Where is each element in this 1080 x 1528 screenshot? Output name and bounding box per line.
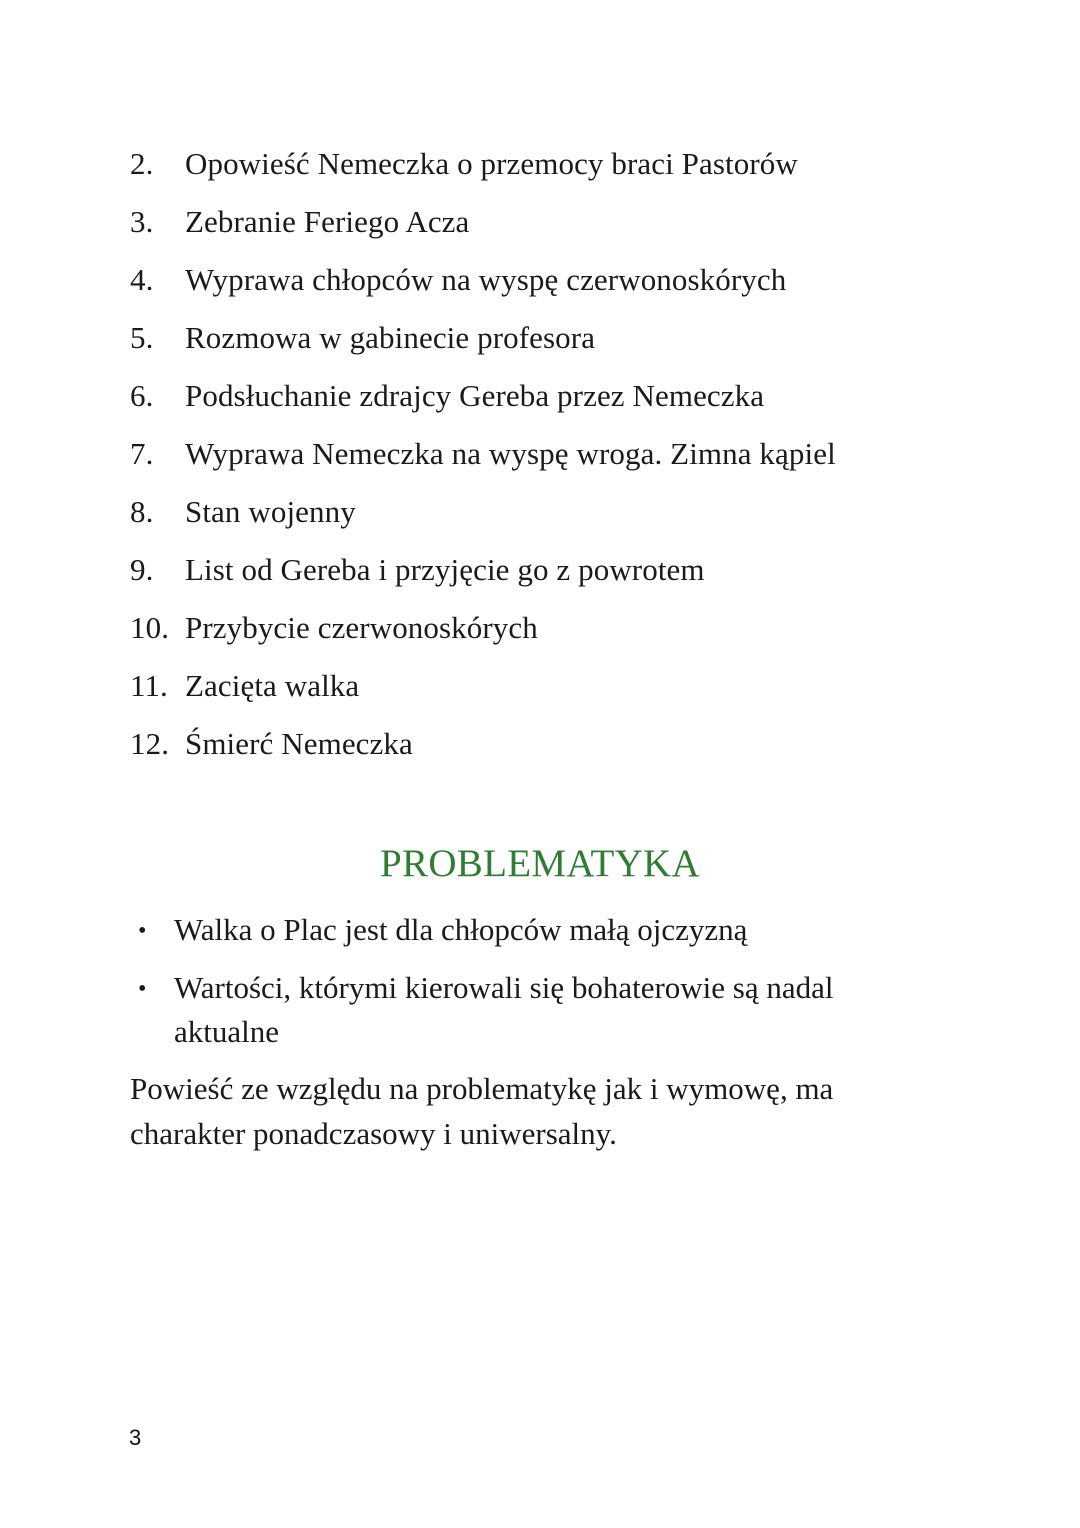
page-number: 3 bbox=[129, 1425, 142, 1450]
summary-paragraph: Powieść ze względu na problematykę jak i wymowę, ma charakter ponadczasowy i uniwersalny. bbox=[130, 1071, 834, 1151]
bullet-item bbox=[138, 966, 898, 1054]
plan-item-number: 3. bbox=[130, 204, 154, 239]
section-heading-problematyka: PROBLEMATYKA bbox=[380, 842, 700, 885]
bullet-icon: • bbox=[138, 918, 147, 944]
plan-item bbox=[130, 546, 836, 604]
plan-item-text: Zebranie Feriego Acza bbox=[185, 204, 470, 239]
plan-item-text: List od Gereba i przyjęcie go z powrotem bbox=[185, 552, 705, 587]
plan-item bbox=[130, 140, 836, 198]
plan-item-text: Wyprawa chłopców na wyspę czerwonoskórych bbox=[185, 262, 787, 297]
plan-item bbox=[130, 372, 836, 430]
plan-item-number: 9. bbox=[130, 552, 154, 587]
plan-item-text: Stan wojenny bbox=[185, 494, 356, 529]
problematyka-bullet-list bbox=[138, 908, 898, 1067]
plan-item-number: 10. bbox=[130, 610, 170, 645]
plan-item-number: 6. bbox=[130, 378, 154, 413]
plan-item-text: Przybycie czerwonoskórych bbox=[185, 610, 538, 645]
plan-item-text: Rozmowa w gabinecie profesora bbox=[185, 320, 596, 355]
plan-item bbox=[130, 604, 836, 662]
plot-plan-list bbox=[130, 140, 836, 778]
plan-item-text: Zacięta walka bbox=[185, 668, 360, 703]
plan-item bbox=[130, 662, 836, 720]
plan-item-number: 8. bbox=[130, 494, 154, 529]
plan-item-text: Podsłuchanie zdrajcy Gereba przez Nemeczka bbox=[185, 378, 765, 413]
plan-item bbox=[130, 198, 836, 256]
plan-item bbox=[130, 488, 836, 546]
bullet-text: Wartości, którymi kierowali się bohaterowie są nadal aktualne bbox=[174, 970, 834, 1049]
plan-item-number: 11. bbox=[130, 668, 168, 703]
plan-item-text: Opowieść Nemeczka o przemocy braci Pastorów bbox=[185, 146, 798, 181]
plan-item bbox=[130, 430, 836, 488]
plan-item bbox=[130, 720, 836, 778]
bullet-item bbox=[138, 908, 898, 953]
plan-item bbox=[130, 314, 836, 372]
plan-item-number: 7. bbox=[130, 436, 154, 471]
plan-item-text: Śmierć Nemeczka bbox=[185, 726, 413, 761]
plan-item-number: 5. bbox=[130, 320, 154, 355]
plan-item-number: 4. bbox=[130, 262, 154, 297]
plan-item bbox=[130, 256, 836, 314]
plan-item-number: 12. bbox=[130, 726, 170, 761]
bullet-text: Walka o Plac jest dla chłopców małą ojczyzną bbox=[174, 912, 748, 947]
plan-item-text: Wyprawa Nemeczka na wyspę wroga. Zimna kąpiel bbox=[185, 436, 836, 471]
plan-item-number: 2. bbox=[130, 146, 154, 181]
bullet-icon: • bbox=[138, 976, 147, 1002]
